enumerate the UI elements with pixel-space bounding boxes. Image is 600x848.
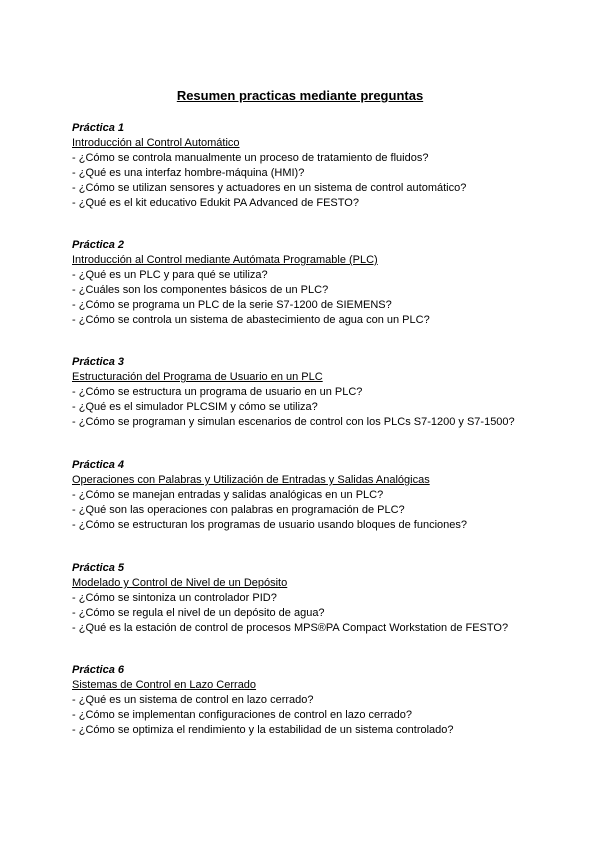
section-practica-3: [72, 355, 572, 430]
section-topic: Introducción al Control mediante Autómata Programable (PLC): [72, 254, 378, 266]
section-label: Práctica 6: [72, 664, 124, 676]
section-label: Práctica 4: [72, 459, 124, 471]
section-practica-4: [72, 458, 572, 533]
question-item: - ¿Cómo se programan y simulan escenarios de control con los PLCs S7-1200 y S7-1500?: [72, 416, 515, 428]
question-list: [72, 385, 572, 430]
question-list: [72, 591, 572, 636]
question-item: - ¿Qué es un PLC y para qué se utiliza?: [72, 269, 268, 281]
section-topic: Operaciones con Palabras y Utilización de Entradas y Salidas Analógicas: [72, 474, 430, 486]
question-item: - ¿Cómo se sintoniza un controlador PID?: [72, 592, 277, 604]
question-item: - ¿Cómo se controla manualmente un proceso de tratamiento de fluidos?: [72, 152, 429, 164]
question-item: - ¿Cómo se manejan entradas y salidas analógicas en un PLC?: [72, 489, 384, 501]
section-topic: Sistemas de Control en Lazo Cerrado: [72, 679, 257, 691]
section-topic: Estructuración del Programa de Usuario en un PLC: [72, 371, 323, 383]
question-item: - ¿Qué es el kit educativo Edukit PA Advanced de FESTO?: [72, 197, 359, 209]
section-practica-1: [72, 121, 572, 211]
question-list: [72, 151, 572, 211]
question-item: - ¿Cómo se estructura un programa de usuario en un PLC?: [72, 386, 363, 398]
question-list: [72, 693, 572, 738]
section-topic: Modelado y Control de Nivel de un Depósito: [72, 577, 288, 589]
section-label: Práctica 1: [72, 122, 124, 134]
question-item: - ¿Qué es una interfaz hombre-máquina (HMI)?: [72, 167, 305, 179]
question-item: - ¿Cómo se estructuran los programas de usuario usando bloques de funciones?: [72, 519, 468, 531]
question-item: - ¿Qué es la estación de control de procesos MPS®PA Compact Workstation de FESTO?: [72, 622, 509, 634]
section-label: Práctica 5: [72, 562, 124, 574]
question-list: [72, 488, 572, 533]
document-title: Resumen practicas mediante preguntas: [176, 88, 424, 103]
section-label: Práctica 3: [72, 356, 124, 368]
question-item: - ¿Qué es el simulador PLCSIM y cómo se utiliza?: [72, 401, 318, 413]
question-item: - ¿Cuáles son los componentes básicos de un PLC?: [72, 284, 329, 296]
section-practica-5: [72, 561, 572, 636]
section-topic: Introducción al Control Automático: [72, 137, 240, 149]
section-label: Práctica 2: [72, 239, 124, 251]
question-item: - ¿Cómo se implementan configuraciones de control en lazo cerrado?: [72, 709, 412, 721]
question-item: - ¿Cómo se programa un PLC de la serie S7-1200 de SIEMENS?: [72, 299, 392, 311]
question-item: - ¿Qué es un sistema de control en lazo cerrado?: [72, 694, 314, 706]
section-practica-6: [72, 663, 572, 738]
section-practica-2: [72, 238, 572, 328]
question-item: - ¿Cómo se utilizan sensores y actuadores en un sistema de control automático?: [72, 182, 467, 194]
question-item: - ¿Cómo se regula el nivel de un depósito de agua?: [72, 607, 325, 619]
question-item: - ¿Cómo se controla un sistema de abastecimiento de agua con un PLC?: [72, 314, 430, 326]
question-item: - ¿Qué son las operaciones con palabras en programación de PLC?: [72, 504, 405, 516]
question-list: [72, 268, 572, 328]
question-item: - ¿Cómo se optimiza el rendimiento y la estabilidad de un sistema controlado?: [72, 724, 454, 736]
